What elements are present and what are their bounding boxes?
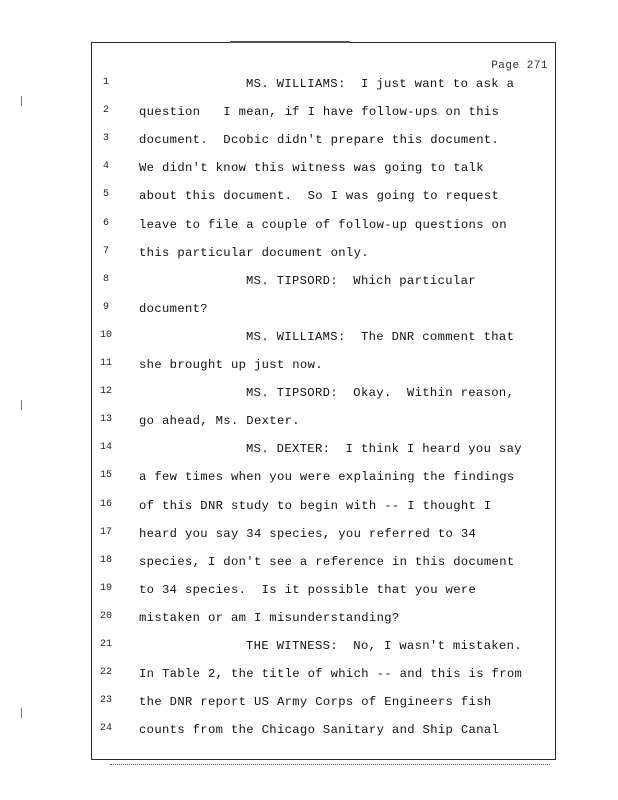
top-edge-mark bbox=[230, 41, 350, 43]
line-number: 5 bbox=[102, 189, 109, 201]
transcript-line bbox=[0, 555, 618, 583]
transcript-line bbox=[0, 386, 618, 414]
transcript-line bbox=[0, 77, 618, 105]
line-text: go ahead, Ms. Dexter. bbox=[139, 414, 300, 429]
transcript-line bbox=[0, 695, 618, 723]
line-text: species, I don't see a reference in this document bbox=[139, 554, 515, 569]
line-text: leave to file a couple of follow-up questions on bbox=[139, 217, 507, 232]
transcript-line bbox=[0, 330, 618, 358]
speaker-line-text: MS. WILLIAMS: I just want to ask a bbox=[246, 77, 515, 91]
transcript-line bbox=[0, 105, 618, 133]
speaker-line-text: MS. DEXTER: I think I heard you say bbox=[246, 442, 522, 457]
transcript-line bbox=[0, 583, 618, 611]
line-number: 16 bbox=[99, 498, 112, 510]
transcript-line bbox=[0, 499, 618, 527]
line-text: this particular document only. bbox=[139, 245, 369, 260]
line-number: 11 bbox=[99, 358, 112, 369]
line-number: 21 bbox=[99, 639, 112, 650]
line-text: to 34 species. Is it possible that you were bbox=[139, 582, 477, 597]
line-number: 15 bbox=[99, 470, 112, 482]
transcript-line bbox=[0, 442, 618, 470]
line-number: 18 bbox=[99, 554, 112, 566]
line-number: 14 bbox=[99, 442, 112, 454]
transcript-line bbox=[0, 218, 618, 246]
page-number: Page 271 bbox=[491, 60, 548, 72]
speaker-line-text: THE WITNESS: No, I wasn't mistaken. bbox=[246, 639, 522, 653]
line-text: document. Dcobic didn't prepare this document. bbox=[139, 133, 500, 148]
transcript-line bbox=[0, 639, 618, 667]
line-number: 4 bbox=[102, 161, 109, 173]
line-number: 17 bbox=[99, 526, 112, 538]
line-text: the DNR report US Army Corps of Engineers fish bbox=[139, 695, 492, 710]
line-text: document? bbox=[139, 301, 208, 316]
line-text: question I mean, if I have follow-ups on this bbox=[139, 105, 500, 120]
line-number: 20 bbox=[99, 610, 112, 622]
line-text: about this document. So I was going to request bbox=[139, 189, 500, 204]
speaker-line-text: MS. WILLIAMS: The DNR comment that bbox=[246, 329, 515, 344]
line-number: 19 bbox=[99, 582, 112, 594]
line-number: 22 bbox=[99, 667, 112, 679]
line-text: she brought up just now. bbox=[139, 358, 323, 372]
line-number: 8 bbox=[102, 273, 109, 285]
bottom-edge-mark bbox=[110, 764, 550, 766]
line-number: 3 bbox=[102, 133, 109, 145]
line-text: mistaken or am I misunderstanding? bbox=[139, 610, 400, 625]
transcript-line bbox=[0, 189, 618, 217]
line-number: 1 bbox=[102, 77, 109, 88]
transcript-line bbox=[0, 358, 618, 386]
line-number: 10 bbox=[99, 329, 112, 341]
transcript-line bbox=[0, 667, 618, 695]
transcript-line bbox=[0, 723, 618, 751]
line-text: counts from the Chicago Sanitary and Ship Canal bbox=[139, 723, 500, 738]
line-number: 23 bbox=[99, 695, 112, 707]
line-text: heard you say 34 species, you referred to 34 bbox=[139, 526, 477, 541]
speaker-line-text: MS. TIPSORD: Okay. Within reason, bbox=[246, 386, 515, 401]
transcript-line bbox=[0, 527, 618, 555]
transcript-line bbox=[0, 302, 618, 330]
transcript-line bbox=[0, 274, 618, 302]
transcript-line bbox=[0, 161, 618, 189]
line-number: 6 bbox=[102, 217, 109, 229]
speaker-line-text: MS. TIPSORD: Which particular bbox=[246, 273, 476, 288]
line-number: 2 bbox=[102, 105, 109, 117]
line-number: 13 bbox=[99, 414, 112, 426]
line-number: 24 bbox=[99, 723, 112, 735]
transcript-line bbox=[0, 133, 618, 161]
transcript-line bbox=[0, 470, 618, 498]
line-text: In Table 2, the title of which -- and this is from bbox=[139, 667, 523, 682]
line-number: 9 bbox=[102, 301, 109, 313]
transcript-line bbox=[0, 611, 618, 639]
line-text: of this DNR study to begin with -- I thought I bbox=[139, 498, 492, 513]
line-text: a few times when you were explaining the findings bbox=[139, 470, 515, 485]
transcript-line bbox=[0, 414, 618, 442]
line-text: We didn't know this witness was going to talk bbox=[139, 161, 484, 176]
line-number: 7 bbox=[102, 245, 109, 257]
transcript-line bbox=[0, 246, 618, 274]
line-number: 12 bbox=[99, 386, 112, 398]
